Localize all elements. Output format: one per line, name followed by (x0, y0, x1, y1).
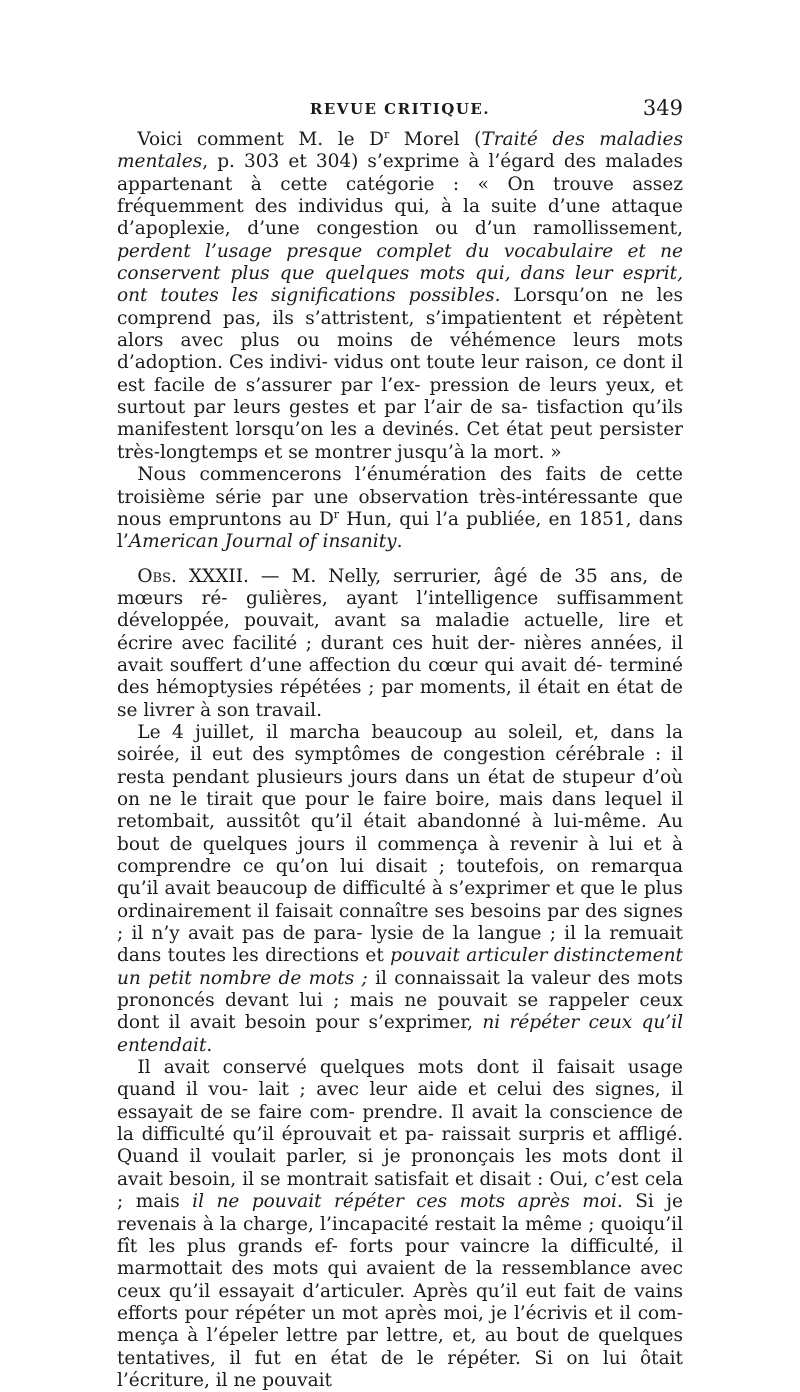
running-title: REVUE CRITIQUE. (309, 100, 491, 118)
paragraph-observation: Obs. XXXII. — M. Nelly, serrurier, âgé de 35 ans, de mœurs ré- gulières, ayant l’intelligence suffisamment développée, pouvait, avant sa maladie actuelle, lire et écrire avec facilité ; durant ces huit der- nières années, il avait souffert d’une affection du cœur qui avait dé- terminé des hémoptysies répétées ; par moments, il était en état de se livrer à son travail. (117, 565, 683, 721)
page-number: 349 (642, 96, 683, 120)
book-title: Traité des maladies mentales (117, 129, 683, 173)
paragraph-introduction: Nous commencerons l’énumération des faits de cette troisième série par une observation très-intéressante que nous empruntons au $D^r$ Hun, qui l’a publiée, en 1851, dans l’American Journal of insanity. (117, 464, 683, 553)
emphasis-text: pouvait articuler distinctement un petit nombre de mots ; (117, 945, 683, 989)
paragraph-case-continued: Il avait conservé quelques mots dont il faisait usage quand il vou- lait ; avec leur aide et celui des signes, il essayait de se faire com- prendre. Il avait la conscience de la difficulté qu’il éprouvait et pa- raissait surpris et affligé. Quand il voulait parler, si je prononçais les mots dont il avait besoin, il se montrait satisfait et disait : Oui, c’est cela ; mais il ne pouvait répéter ces mots après moi. Si je revenais à la charge, l’incapacité restait la même ; quoiqu’il fît les plus grands ef- forts pour vaincre la difficulté, il marmottait des mots qui avaient de la ressemblance avec ceux qu’il essayait d’articuler. Après qu’il eut fait de vains efforts pour répéter un mot après moi, je l’écrivis et il com- mença à l’épeler lettre par lettre, et, au bout de quelques tentatives, il fut en état de le répéter. Si on lui ôtait l’écriture, il ne pouvait (117, 1057, 683, 1391)
running-head (117, 96, 683, 126)
paragraph-case-history: Le 4 juillet, il marcha beaucoup au soleil, et, dans la soirée, il eut des symptômes de congestion cérébrale : il resta pendant plusieurs jours dans un état de stupeur d’où on ne le tirait que pour le faire boire, mais dans lequel il retombait, aussitôt qu’il était abandonné à lui-même. Au bout de quelques jours il commença à revenir à lui et à comprendre ce qu’on lui disait ; toutefois, on remarqua qu’il avait beaucoup de difficulté à s’exprimer et que le plus ordinairement il faisait connaître ses besoins par des signes ; il n’y avait pas de para- lysie de la langue ; il la remuait dans toutes les directions et pouvait articuler distinctement un petit nombre de mots ; il connaissait la valeur des mots prononcés devant lui ; mais ne pouvait se rappeler ceux dont il avait besoin pour s’exprimer, ni répéter ceux qu’il entendait. (117, 721, 683, 1056)
emphasis-text: ni répéter ceux qu’il entendait (117, 1012, 683, 1056)
journal-title: American Journal of insanity (128, 531, 397, 553)
emphasis-text: il ne pouvait répéter ces mots après moi. (192, 1191, 623, 1213)
paragraph-morel-quote: Voici comment M. le $D^r$ Morel (Traité des maladies mentales, p. 303 et 304) s’exprime à l’égard des malades appartenant à cette catégorie : « On trouve assez fréquemment des individus qui, à la suite d’une attaque d’apoplexie, d’une congestion ou d’un ramollissement, perdent l’usage presque complet du vocabulaire et ne conservent plus que quelques mots qui, dans leur esprit, ont toutes les significations possibles. Lorsqu’on ne les comprend pas, ils s’attristent, s’impatientent et répètent alors avec plus ou moins de véhémence leurs mots d’adoption. Ces indivi- vidus ont toute leur raison, ce dont il est facile de s’assurer par l’ex- pression de leurs yeux, et surtout par leurs gestes et par l’air de sa- tisfaction qu’ils manifestent lorsqu’on les a devinés. Cet état peut persister très-longtemps et se montrer jusqu’à la mort. » (117, 127, 683, 463)
emphasis-text: perdent l’usage presque complet du vocabulaire et ne conservent plus que quelques mots qui, dans leur esprit, ont toutes les significations possibles. (117, 240, 683, 307)
body-text (117, 129, 683, 1392)
observation-label: Obs. XXXII. (137, 565, 249, 587)
